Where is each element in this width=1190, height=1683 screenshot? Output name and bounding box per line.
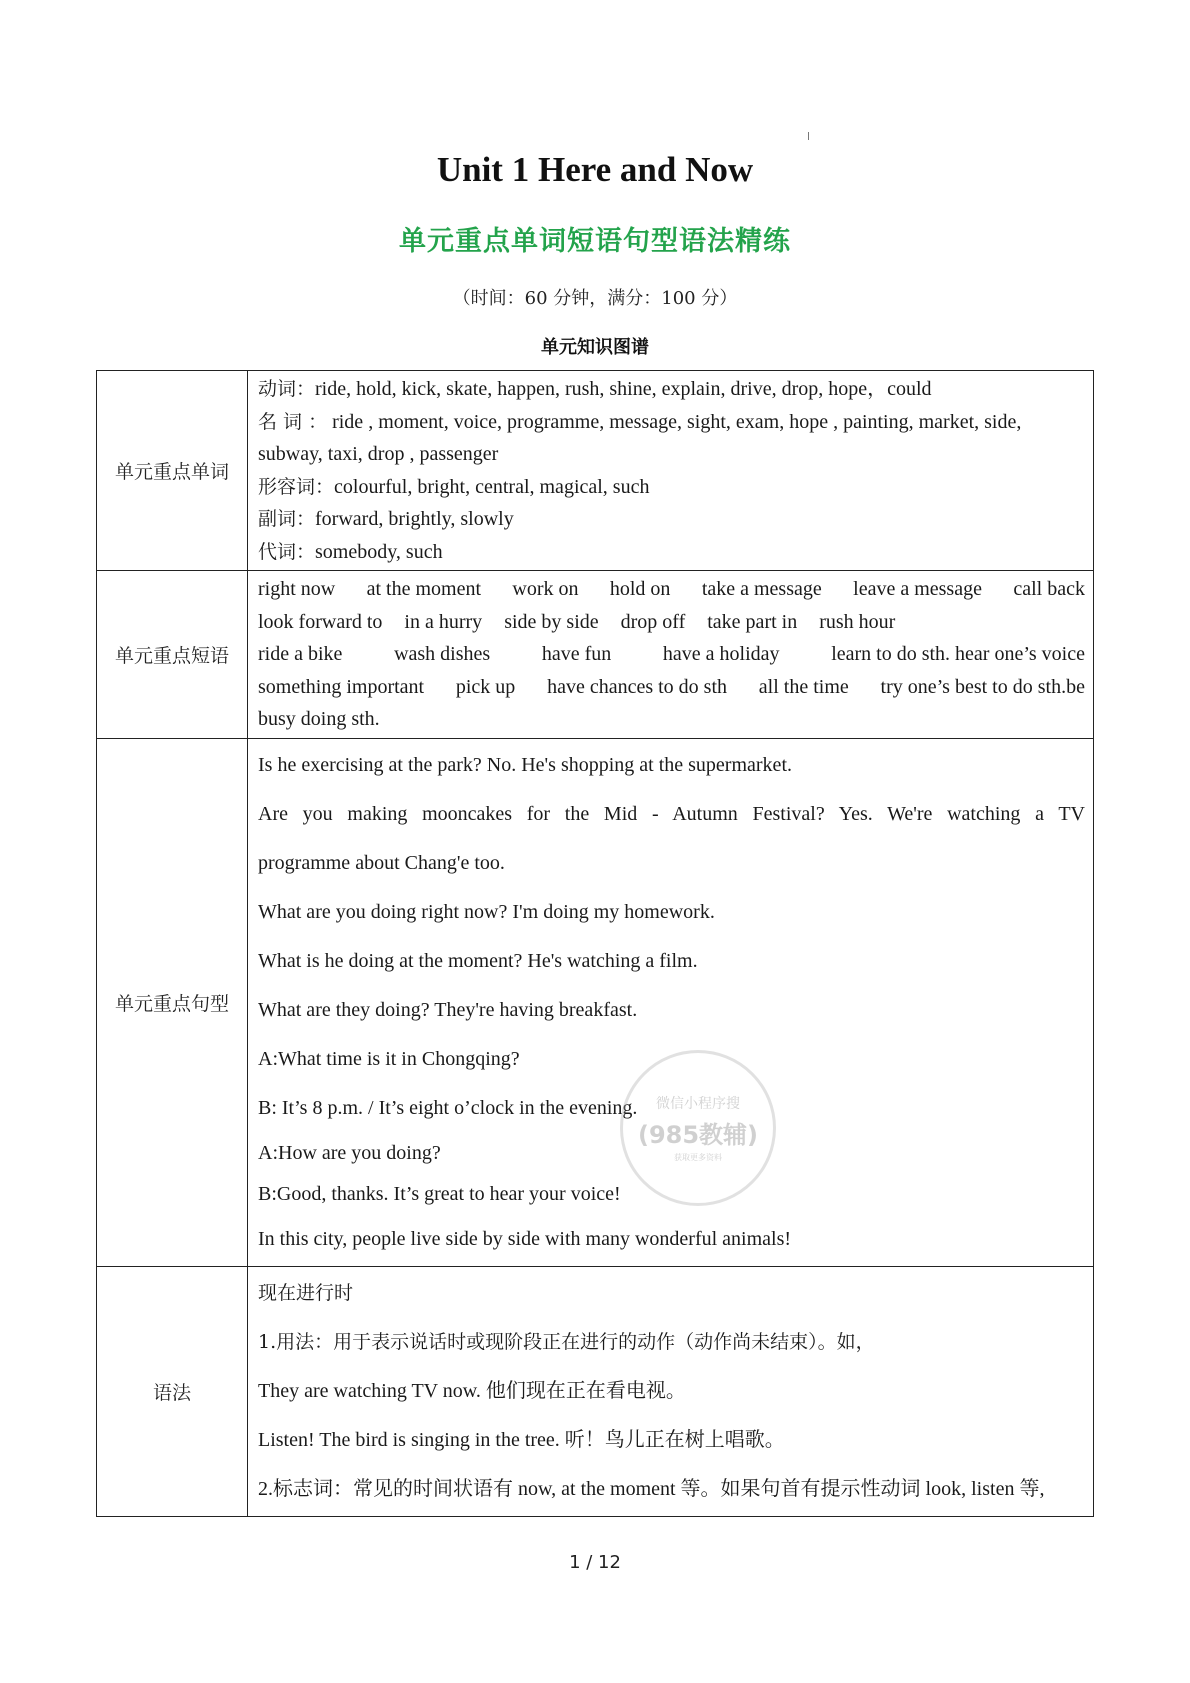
sentence-line: Is he exercising at the park? No. He's shopping at the supermarket.	[258, 753, 792, 776]
row-sentences	[97, 738, 1094, 1266]
sentence-line: A:What time is it in Chongqing?	[258, 1047, 520, 1070]
vocab-cell	[248, 371, 1094, 571]
grammar-line: 2.标志词：常见的时间状语有 now, at the moment 等。如果句首有提示性动词 look, listen 等,	[258, 1477, 1045, 1500]
vocab-line: 代词：somebody, such	[258, 540, 443, 563]
sentence-line: programme about Chang'e too.	[258, 851, 505, 874]
phrase-line: something important pick up have chances to do sth all the time try one’s best to do sth.be	[258, 675, 1085, 698]
vocab-line: 动词：ride, hold, kick, skate, happen, rush, shine, explain, drive, drop, hope，could	[258, 378, 932, 400]
sentence-line: In this city, people live side by side with many wonderful animals!	[258, 1227, 792, 1250]
grammar-line: 1.用法：用于表示说话时或现阶段正在进行的动作（动作尚未结束）。如，	[258, 1330, 875, 1353]
row-phrases	[97, 571, 1094, 739]
row-label-phrases: 单元重点短语	[97, 571, 248, 739]
time-score-info: （时间：60 分钟，满分：100 分）	[452, 288, 738, 309]
phrases-cell	[248, 571, 1094, 739]
phrase-line: ride a bike wash dishes have fun have a holiday learn to do sth. hear one’s voice	[258, 643, 1085, 665]
grammar-cell	[248, 1266, 1094, 1516]
grammar-line: 现在进行时	[258, 1281, 354, 1304]
row-grammar	[97, 1266, 1094, 1516]
watermark-stamp: 微信小程序搜 (985教辅) 获取更多资料	[620, 1050, 776, 1206]
sentence-line: What are you doing right now? I'm doing my homework.	[258, 900, 715, 923]
row-label-sentences: 单元重点句型	[97, 738, 248, 1266]
vocab-line: 副词：forward, brightly, slowly	[258, 508, 514, 530]
sentence-line: B:Good, thanks. It’s great to hear your voice!	[258, 1182, 621, 1205]
row-label-grammar: 语法	[97, 1266, 248, 1516]
sentence-line: A:How are you doing?	[258, 1141, 441, 1164]
page-subtitle: 单元重点单词短语句型语法精练	[399, 226, 791, 257]
sentence-line: B: It’s 8 p.m. / It’s eight o’clock in the evening.	[258, 1096, 638, 1119]
page-title: Unit 1 Here and Now	[436, 150, 754, 189]
vocab-line: 形容词：colourful, bright, central, magical, such	[258, 475, 650, 498]
vocab-line: 名 词 ： ride , moment, voice, programme, message, sight, exam, hope , painting, market, side,	[258, 410, 1022, 433]
row-label-vocab: 单元重点单词	[97, 371, 248, 571]
sentence-line: What are they doing? They're having breakfast.	[258, 998, 638, 1021]
phrase-line: right now at the moment work on hold on take a message leave a message call back	[258, 578, 1085, 600]
section-heading: 单元知识图谱	[541, 337, 649, 358]
phrase-line: look forward to in a hurry side by side drop off take part in rush hour	[258, 610, 896, 633]
sentences-cell	[248, 738, 1094, 1266]
vocab-line: subway, taxi, drop , passenger	[258, 443, 499, 465]
knowledge-map-table	[96, 370, 1094, 1517]
grammar-line: Listen! The bird is singing in the tree. 听！鸟儿正在树上唱歌。	[258, 1428, 785, 1451]
sentence-line: Are you making mooncakes for the Mid - Autumn Festival? Yes. We're watching a TV	[258, 802, 1085, 825]
phrase-line: busy doing sth.	[258, 708, 380, 730]
sentence-line: What is he doing at the moment? He's watching a film.	[258, 949, 698, 972]
page-number: 1 / 12	[569, 1552, 621, 1573]
row-vocab	[97, 371, 1094, 571]
grammar-line: They are watching TV now. 他们现在正在看电视。	[258, 1379, 686, 1402]
corner-mark	[808, 132, 809, 140]
